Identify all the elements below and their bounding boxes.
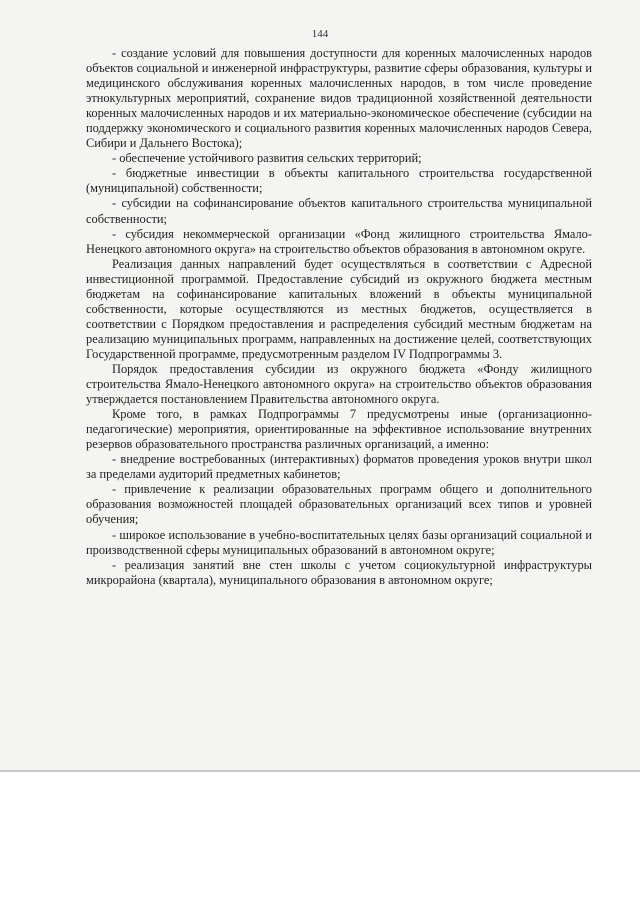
paragraph: - создание условий для повышения доступности для коренных малочисленных народов объектов социальной и инженерной инфраструктуры, развитие сферы образования, культуры и медицинского обслуживания коренных малочисленных народов, в том числе проведение этнокультурных мероприятий, сохранение видов традиционной хозяйственной деятельности коренных малочисленных народов и их материально-экономическое обеспечение (субсидии на поддержку экономического и социального развития коренных малочисленных народов Севера, Сибири и Дальнего Востока); [86,46,592,151]
paragraph: - субсидии на софинансирование объектов капитального строительства муниципальной собственности; [86,196,592,226]
paragraph: - привлечение к реализации образовательных программ общего и дополнительного образования возможностей площадей образовательных организаций всех типов и уровней обучения; [86,482,592,527]
paragraph: - внедрение востребованных (интерактивных) форматов проведения уроков внутри школ за пределами аудиторий предметных кабинетов; [86,452,592,482]
paragraph: - широкое использование в учебно-воспитательных целях базы организаций социальной и производственной сферы муниципальных образований в автономном округе; [86,527,592,557]
page-number: 144 [311,28,329,40]
paragraph: - субсидия некоммерческой организации «Фонд жилищного строительства Ямало-Ненецкого автономного округа» на строительство объектов образования в автономном округе. [86,226,592,256]
paragraph: - бюджетные инвестиции в объекты капитального строительства государственной (муниципальной) собственности; [86,166,592,196]
paragraph: Реализация данных направлений будет осуществляться в соответствии с Адресной инвестиционной программой. Предоставление субсидий из окружного бюджета местным бюджетам на софинансирование капитальных вложений в объекты муниципальной собственности, которые осуществляются из местных бюджетов, осуществляется в соответствии с Порядком предоставления и распределения субсидий местным бюджетам на реализацию муниципальных программ, направленных на достижение целей, соответствующих Государственной программе, предусмотренным разделом IV Подпрограммы 3. [86,256,592,361]
blank-area [0,772,640,905]
paragraph: - обеспечение устойчивого развития сельских территорий; [112,151,422,166]
paragraph: Кроме того, в рамках Подпрограммы 7 предусмотрены иные (организационно-педагогические) мероприятия, ориентированные на эффективное использование внутренних резервов образовательного пространства различных организаций, а именно: [86,407,592,452]
paragraph: Порядок предоставления субсидии из окружного бюджета «Фонду жилищного строительства Ямало-Ненецкого автономного округа» на строительство объектов образования утверждается постановлением Правительства автономного округа. [86,361,592,407]
document-body [86,46,592,588]
paragraph: - реализация занятий вне стен школы с учетом социокультурной инфраструктуры микрорайона (квартала), муниципального образования в автономном округе; [86,557,592,587]
